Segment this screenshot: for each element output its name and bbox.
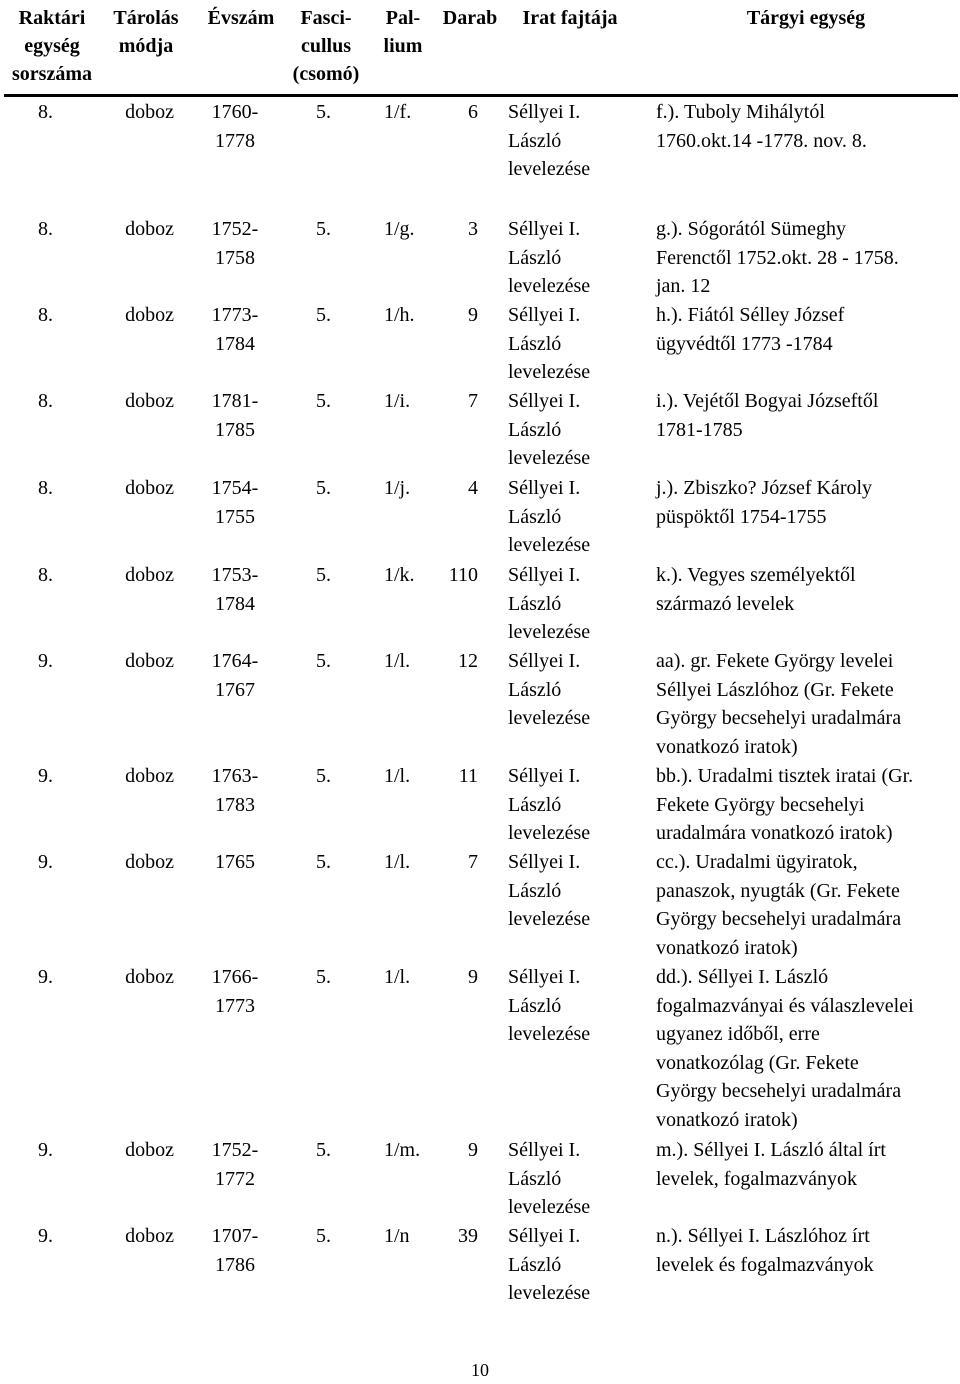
cell-y: 1766- 1773 xyxy=(211,966,259,1017)
cell-y: 1753- 1784 xyxy=(211,564,259,615)
cell-p: 1/l. xyxy=(384,966,411,988)
cell-m: doboz xyxy=(125,304,174,326)
cell-p: 1/m. xyxy=(384,1139,421,1161)
cell-f: 5. xyxy=(316,966,331,988)
cell-d: 110 xyxy=(448,564,478,586)
cell-n: 9. xyxy=(38,1139,53,1161)
cell-t: Séllyei I. László levelezése xyxy=(508,101,591,181)
cell-t: Séllyei I. László levelezése xyxy=(508,477,591,557)
cell-d: 9 xyxy=(468,304,478,326)
cell-t: Séllyei I. László levelezése xyxy=(508,851,591,931)
cell-n: 9. xyxy=(38,1225,53,1247)
cell-m: doboz xyxy=(125,101,174,123)
targyi-text: f.). Tuboly Mihálytól 1760.okt.14 -1778. nov. 8. xyxy=(656,101,867,152)
cell-y: 1760- 1778 xyxy=(211,101,259,152)
cell-t: Séllyei I. László levelezése xyxy=(508,390,591,470)
header-fasciculus: Fasci- cullus (csomó) xyxy=(292,7,360,85)
header-targyi-egyseg: Tárgyi egység xyxy=(746,7,866,29)
targyi-text: m.). Séllyei I. László által írt levelek, fogalmazványok xyxy=(656,1139,886,1190)
targyi-text: cc.). Uradalmi ügyiratok, panaszok, nyugták (Gr. Fekete György becsehelyi uradalmára vonatkozó iratok) xyxy=(656,851,902,959)
targyi-text: i.). Vejétől Bogyai Józseftől 1781-1785 xyxy=(656,390,879,441)
cell-targyi xyxy=(656,1136,956,1193)
cell-targyi xyxy=(656,647,956,761)
cell-targyi xyxy=(656,1222,956,1279)
cell-f: 5. xyxy=(316,304,331,326)
cell-m: doboz xyxy=(125,650,174,672)
cell-t: Séllyei I. László levelezése xyxy=(508,650,591,730)
cell-targyi xyxy=(656,762,956,848)
cell-d: 3 xyxy=(468,218,478,240)
cell-y: 1763- 1783 xyxy=(211,765,259,816)
cell-m: doboz xyxy=(125,1139,174,1161)
header-divider xyxy=(4,94,958,97)
cell-p: 1/k. xyxy=(384,564,415,586)
cell-n: 8. xyxy=(38,477,53,499)
cell-d: 7 xyxy=(468,390,478,412)
cell-n: 9. xyxy=(38,966,53,988)
cell-y: 1707- 1786 xyxy=(211,1225,259,1276)
cell-m: doboz xyxy=(125,851,174,873)
cell-y: 1781- 1785 xyxy=(211,390,259,441)
cell-n: 9. xyxy=(38,851,53,873)
cell-targyi xyxy=(656,963,956,1135)
cell-f: 5. xyxy=(316,650,331,672)
targyi-text: bb.). Uradalmi tisztek iratai (Gr. Fekete György becsehelyi uradalmára vonatkozó iratok) xyxy=(656,765,914,845)
cell-n: 9. xyxy=(38,765,53,787)
cell-f: 5. xyxy=(316,1139,331,1161)
cell-p: 1/l. xyxy=(384,650,411,672)
cell-targyi xyxy=(656,848,956,962)
cell-d: 39 xyxy=(458,1225,478,1247)
cell-targyi xyxy=(656,561,956,618)
cell-m: doboz xyxy=(125,765,174,787)
cell-p: 1/j. xyxy=(384,477,411,499)
cell-t: Séllyei I. László levelezése xyxy=(508,304,591,384)
header-darab: Darab xyxy=(442,7,498,29)
cell-y: 1752- 1772 xyxy=(211,1139,259,1190)
header-evszam: Évszám xyxy=(207,7,275,29)
cell-f: 5. xyxy=(316,851,331,873)
cell-y: 1752- 1758 xyxy=(211,218,259,269)
cell-f: 5. xyxy=(316,101,331,123)
cell-p: 1/h. xyxy=(384,304,415,326)
cell-p: 1/n xyxy=(384,1225,410,1247)
targyi-text: dd.). Séllyei I. László fogalmazványai és válaszlevelei ugyanez időből, erre vonatkozólag (Gr. Fekete György becsehelyi uradalmára vonatkozó iratok) xyxy=(656,966,914,1131)
cell-n: 9. xyxy=(38,650,53,672)
cell-d: 11 xyxy=(458,765,478,787)
targyi-text: k.). Vegyes személyektől származó levelek xyxy=(656,564,856,615)
cell-t: Séllyei I. László levelezése xyxy=(508,966,591,1046)
cell-d: 7 xyxy=(468,851,478,873)
cell-n: 8. xyxy=(38,564,53,586)
cell-m: doboz xyxy=(125,390,174,412)
cell-f: 5. xyxy=(316,564,331,586)
cell-n: 8. xyxy=(38,101,53,123)
cell-t: Séllyei I. László levelezése xyxy=(508,1225,591,1305)
cell-d: 12 xyxy=(458,650,478,672)
cell-m: doboz xyxy=(125,477,174,499)
cell-y: 1773- 1784 xyxy=(211,304,259,355)
cell-p: 1/g. xyxy=(384,218,415,240)
cell-targyi xyxy=(656,98,956,155)
cell-d: 9 xyxy=(468,966,478,988)
targyi-text: h.). Fiától Sélley József ügyvédtől 1773 -1784 xyxy=(656,304,845,355)
cell-m: doboz xyxy=(125,966,174,988)
cell-p: 1/l. xyxy=(384,765,411,787)
cell-y: 1764- 1767 xyxy=(211,650,259,701)
cell-n: 8. xyxy=(38,218,53,240)
cell-y: 1765 xyxy=(215,851,255,873)
cell-m: doboz xyxy=(125,218,174,240)
cell-y: 1754- 1755 xyxy=(211,477,259,528)
cell-m: doboz xyxy=(125,564,174,586)
cell-t: Séllyei I. László levelezése xyxy=(508,218,591,298)
cell-p: 1/f. xyxy=(384,101,412,123)
page-number: 10 xyxy=(471,1360,489,1380)
cell-targyi xyxy=(656,474,956,531)
cell-t: Séllyei I. László levelezése xyxy=(508,564,591,644)
cell-targyi xyxy=(656,215,956,301)
cell-d: 9 xyxy=(468,1139,478,1161)
cell-p: 1/l. xyxy=(384,851,411,873)
header-irat-fajtaja: Irat fajtája xyxy=(522,7,618,29)
header-tarolas: Tárolás módja xyxy=(113,7,179,57)
header-pallium: Pal- lium xyxy=(383,7,423,57)
cell-d: 6 xyxy=(468,101,478,123)
cell-f: 5. xyxy=(316,1225,331,1247)
cell-f: 5. xyxy=(316,218,331,240)
targyi-text: j.). Zbiszko? József Károly püspöktől 1754-1755 xyxy=(656,477,873,528)
cell-targyi xyxy=(656,301,956,358)
cell-m: doboz xyxy=(125,1225,174,1247)
cell-d: 4 xyxy=(468,477,478,499)
targyi-text: g.). Sógorától Sümeghy Ferenctől 1752.okt. 28 - 1758. jan. 12 xyxy=(656,218,899,298)
targyi-text: aa). gr. Fekete György levelei Séllyei Lászlóhoz (Gr. Fekete György becsehelyi uradalmára vonatkozó iratok) xyxy=(656,650,902,758)
cell-n: 8. xyxy=(38,304,53,326)
cell-f: 5. xyxy=(316,390,331,412)
cell-targyi xyxy=(656,387,956,444)
cell-p: 1/i. xyxy=(384,390,411,412)
cell-n: 8. xyxy=(38,390,53,412)
cell-f: 5. xyxy=(316,477,331,499)
targyi-text: n.). Séllyei I. Lászlóhoz írt levelek és fogalmazványok xyxy=(656,1225,874,1276)
cell-f: 5. xyxy=(316,765,331,787)
cell-t: Séllyei I. László levelezése xyxy=(508,765,591,845)
cell-t: Séllyei I. László levelezése xyxy=(508,1139,591,1219)
header-raktari: Raktári egység sorszáma xyxy=(12,7,92,85)
